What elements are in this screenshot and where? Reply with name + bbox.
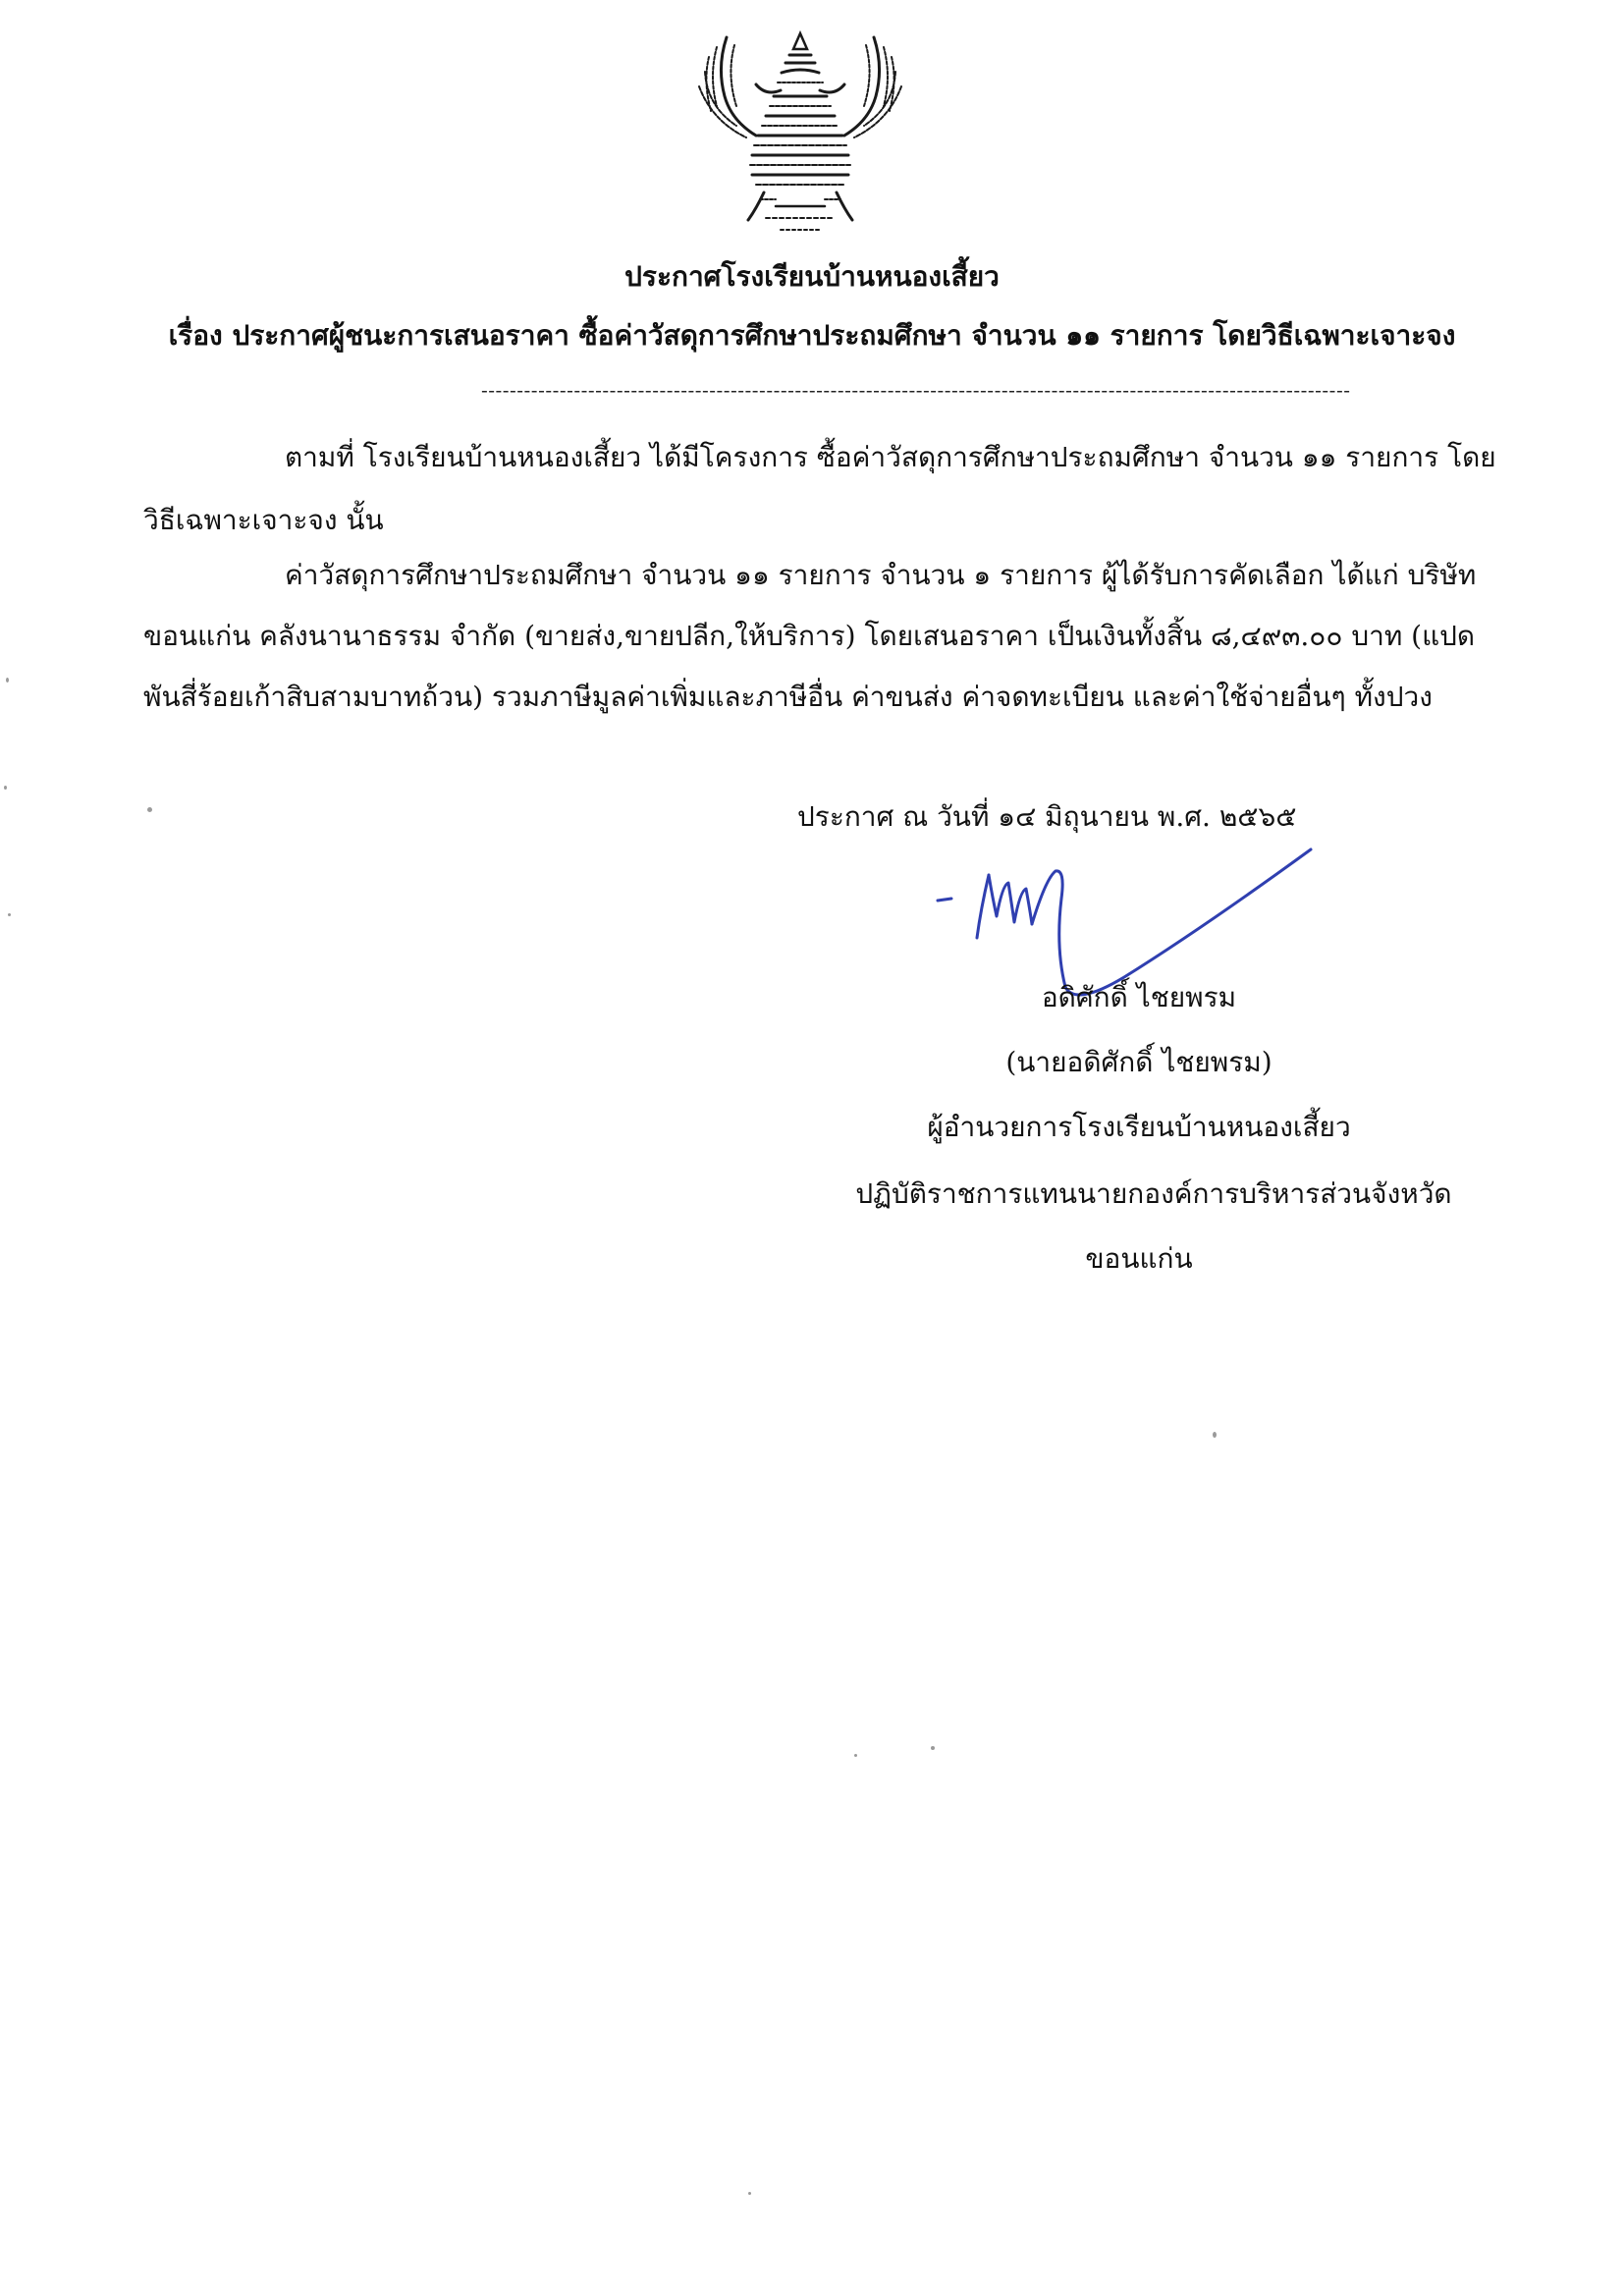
scan-speck	[8, 913, 11, 916]
document-title: ประกาศโรงเรียนบ้านหนองเสี้ยว	[624, 260, 1000, 293]
signatory-province: ขอนแก่น	[1085, 1242, 1193, 1275]
garuda-emblem-icon	[687, 27, 913, 248]
paragraph-2-line-2: ขอนแก่น คลังนานาธรรม จำกัด (ขายส่ง,ขายปลีก,ให้บริการ) โดยเสนอราคา เป็นเงินทั้งสิ้น ๘,๔๙๓.๐๐ บาท (แปด	[143, 620, 1476, 652]
paragraph-1-line-1: ตามที่ โรงเรียนบ้านหนองเสี้ยว ได้มีโครงการ ซื้อค่าวัสดุการศึกษาประถมศึกษา จำนวน ๑๑ รายการ โดย	[285, 441, 1496, 473]
signatory-position: ผู้อำนวยการโรงเรียนบ้านหนองเสี้ยว	[927, 1111, 1351, 1143]
scan-speck	[4, 786, 7, 790]
signatory-name: (นายอดิศักดิ์ ไชยพรม)	[1005, 1046, 1272, 1078]
signatory-acting-for: ปฏิบัติราชการแทนนายกองค์การบริหารส่วนจังหวัด	[855, 1177, 1452, 1210]
paragraph-2-line-3: พันสี่ร้อยเก้าสิบสามบาทถ้วน) รวมภาษีมูลค่าเพิ่มและภาษีอื่น ค่าขนส่ง ค่าจดทะเบียน และค่าใช้จ่ายอื่นๆ ทั้งปวง	[143, 681, 1433, 713]
paragraph-2-line-1: ค่าวัสดุการศึกษาประถมศึกษา จำนวน ๑๑ รายการ จำนวน ๑ รายการ ผู้ได้รับการคัดเลือก ได้แก่ บริษัท	[285, 559, 1477, 591]
scan-speck	[854, 1754, 857, 1757]
scan-speck	[6, 678, 9, 683]
document-subject: เรื่อง ประกาศผู้ชนะการเสนอราคา ซื้อค่าวัสดุการศึกษาประถมศึกษา จำนวน ๑๑ รายการ โดยวิธีเฉพาะเจาะจง	[168, 319, 1456, 352]
scan-speck	[748, 2192, 751, 2195]
scan-speck	[147, 807, 152, 812]
paragraph-1-line-2: วิธีเฉพาะเจาะจง นั้น	[143, 504, 384, 536]
announce-date: ประกาศ ณ วันที่ ๑๔ มิถุนายน พ.ศ. ๒๕๖๕	[797, 800, 1297, 833]
scan-speck	[931, 1746, 935, 1750]
scan-speck	[1213, 1432, 1217, 1438]
separator-line: --------------------------------------------------------------------------------------------------------------------------	[481, 378, 1351, 402]
signatory-handwritten-name: อดิศักดิ์ ไชยพรม	[1041, 981, 1237, 1013]
